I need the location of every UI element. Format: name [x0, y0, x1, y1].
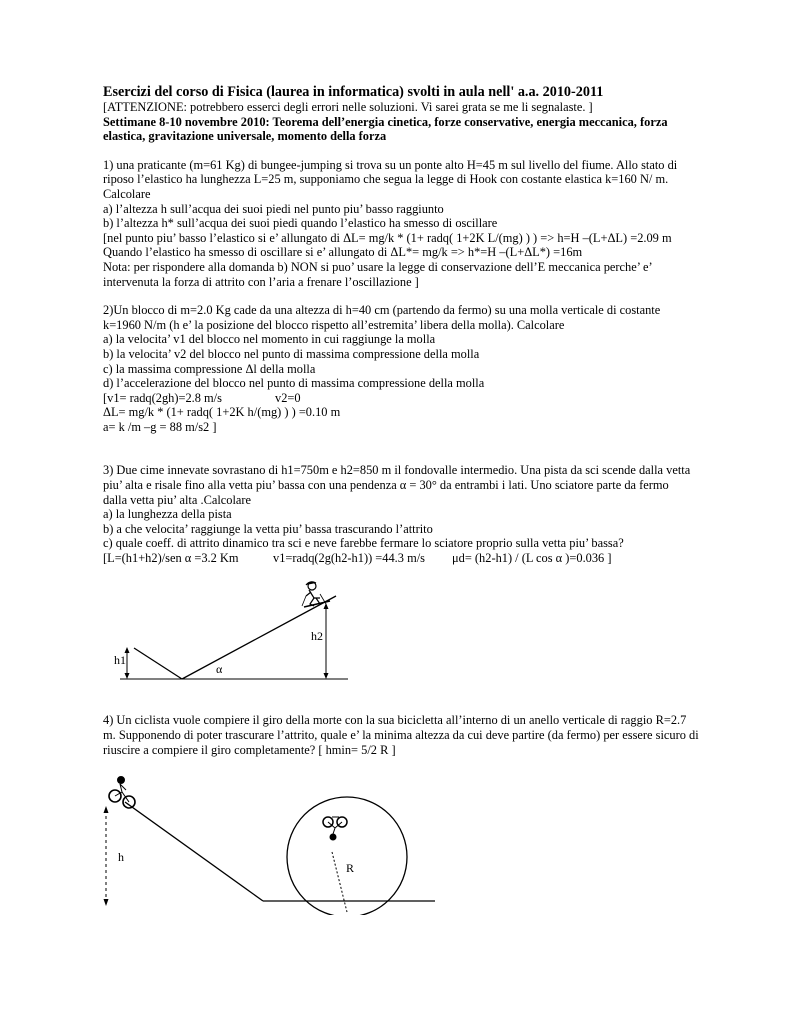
- ex3-solution-length: [L=(h1+h2)/sen α =3.2 Km: [103, 551, 239, 566]
- ex1-note: intervenuta la forza di attrito con l’aria a frenare l’oscillazione ]: [103, 274, 419, 289]
- ex2-solution-v1: [v1= radq(2gh)=2.8 m/s: [103, 390, 222, 405]
- ski-slope-figure: [100, 580, 360, 690]
- left-slope: [134, 648, 182, 679]
- radius-line: [332, 852, 347, 912]
- ramp-line: [125, 802, 263, 901]
- label-h1: h1: [114, 653, 126, 667]
- exercise-1: [103, 158, 698, 289]
- cyclist-icon: [109, 777, 135, 809]
- ex1-line: Calcolare: [103, 186, 151, 201]
- ex1-line: b) l’altezza h* sull’acqua dei suoi piedi quando l’elastico ha smesso di oscillare: [103, 216, 498, 231]
- h-arrow-head-top: [104, 806, 109, 813]
- ex3-solution-speed: v1=radq(2g(h2-h1)) =44.3 m/s: [273, 551, 425, 566]
- ex2-solution: a= k /m –g = 88 m/s2 ]: [103, 419, 217, 434]
- topic-line-1: Settimane 8-10 novembre 2010: Teorema dell’energia cinetica, forze conservative, energia meccanica, forza: [103, 114, 668, 129]
- ex2-solution: [103, 391, 698, 406]
- exercise-2: [103, 303, 698, 434]
- h1-arrow-head-bottom: [125, 673, 130, 679]
- ex2-line: b) la velocita’ v2 del blocco nel punto di massima compressione della molla: [103, 346, 480, 361]
- loop-circle: [287, 797, 407, 915]
- exercise-3: [103, 463, 698, 565]
- ex2-solution: ΔL= mg/k * (1+ radq( 1+2K h/(mg) ) ) =0.10 m: [103, 405, 341, 420]
- ex3-line: 3) Due cime innevate sovrastano di h1=750m e h2=850 m il fondovalle intermedio. Una pista da sci scende dalla vetta: [103, 463, 691, 478]
- ex3-solution-friction: μd= (h2-h1) / (L cos α )=0.036 ]: [452, 551, 612, 566]
- cyclist-in-loop-icon: [323, 817, 347, 840]
- ex3-line: b) a che velocita’ raggiunge la vetta piu’ bassa trascurando l’attrito: [103, 521, 433, 536]
- ex2-line: c) la massima compressione Δl della molla: [103, 361, 316, 376]
- ex2-line: d) l’accelerazione del blocco nel punto di massima compressione della molla: [103, 376, 485, 391]
- ex2-line: 2)Un blocco di m=2.0 Kg cade da una altezza di h=40 cm (partendo da fermo) su una molla verticale di costante: [103, 303, 661, 318]
- loop-figure: [95, 770, 455, 915]
- ex3-solution: [103, 551, 698, 566]
- warning-note: [ATTENZIONE: potrebbero esserci degli errori nelle soluzioni. Vi sarei grata se me li segnalaste. ]: [103, 100, 593, 114]
- h2-arrow-head-bottom: [324, 673, 329, 679]
- ex3-line: piu’ alta e risale fino alla vetta piu’ bassa con una pendenza α = 30° da entrambi i lati. Uno sciatore parte da fermo: [103, 478, 669, 493]
- ex4-line: m. Supponendo di poter trascurare l’attrito, quale e’ la minima altezza da cui deve partire (da fermo) per essere sicuro di: [103, 728, 699, 742]
- label-h: h: [118, 850, 124, 864]
- label-h2: h2: [311, 629, 323, 643]
- ex2-line: k=1960 N/m (h e’ la posizione del blocco rispetto all’estremita’ libera della molla). Calcolare: [103, 317, 565, 332]
- ex4-line: riuscire a compiere il giro completamente? [ hmin= 5/2 R ]: [103, 743, 396, 757]
- topic-line-2: elastica, gravitazione universale, momento della forza: [103, 129, 387, 144]
- ex1-solution: [nel punto piu’ basso l’elastico si e’ allungato di ΔL= mg/k * (1+ radq( 1+2K L/(mg) ) ) => h=H –(L+ΔL) =2.09 m: [103, 230, 672, 245]
- ex4-line: 4) Un ciclista vuole compiere il giro della morte con la sua bicicletta all’interno di un anello verticale di raggio R=2.7: [103, 713, 687, 727]
- ex1-line: 1) una praticante (m=61 Kg) di bungee-jumping si trova su un ponte alto H=45 m sul livello del fiume. Allo stato di: [103, 157, 678, 172]
- label-alpha: α: [216, 662, 223, 676]
- skier-icon: [302, 582, 330, 607]
- document-title: Esercizi del corso di Fisica (laurea in informatica) svolti in aula nell' a.a. 2010-2011: [103, 84, 604, 100]
- ex1-line: riposo l’elastico ha lunghezza L=25 m, supponiamo che segua la legge di Hook con costante elastica k=160 N/ m.: [103, 172, 669, 187]
- ex3-line: a) la lunghezza della pista: [103, 507, 232, 522]
- label-R: R: [346, 861, 355, 875]
- document-page: [103, 84, 698, 566]
- ex2-line: a) la velocita’ v1 del blocco nel momento in cui raggiunge la molla: [103, 332, 436, 347]
- ex2-solution-v2: v2=0: [275, 390, 301, 405]
- h-arrow-head-bottom: [104, 899, 109, 906]
- ex1-solution: Quando l’elastico ha smesso di oscillare si e’ allungato di ΔL*= mg/k => h*=H –(L+ΔL*) =16m: [103, 245, 583, 260]
- ex3-line: dalla vetta piu’ alta .Calcolare: [103, 492, 252, 507]
- ex3-line: c) quale coeff. di attrito dinamico tra sci e neve farebbe fermare lo sciatore proprio sulla vetta piu’ bassa?: [103, 536, 624, 551]
- ex1-line: a) l’altezza h sull’acqua dei suoi piedi nel punto piu’ basso raggiunto: [103, 201, 444, 216]
- ex1-note: Nota: per rispondere alla domanda b) NON si puo’ usare la legge di conservazione dell’E meccanica perche’ e’: [103, 259, 653, 274]
